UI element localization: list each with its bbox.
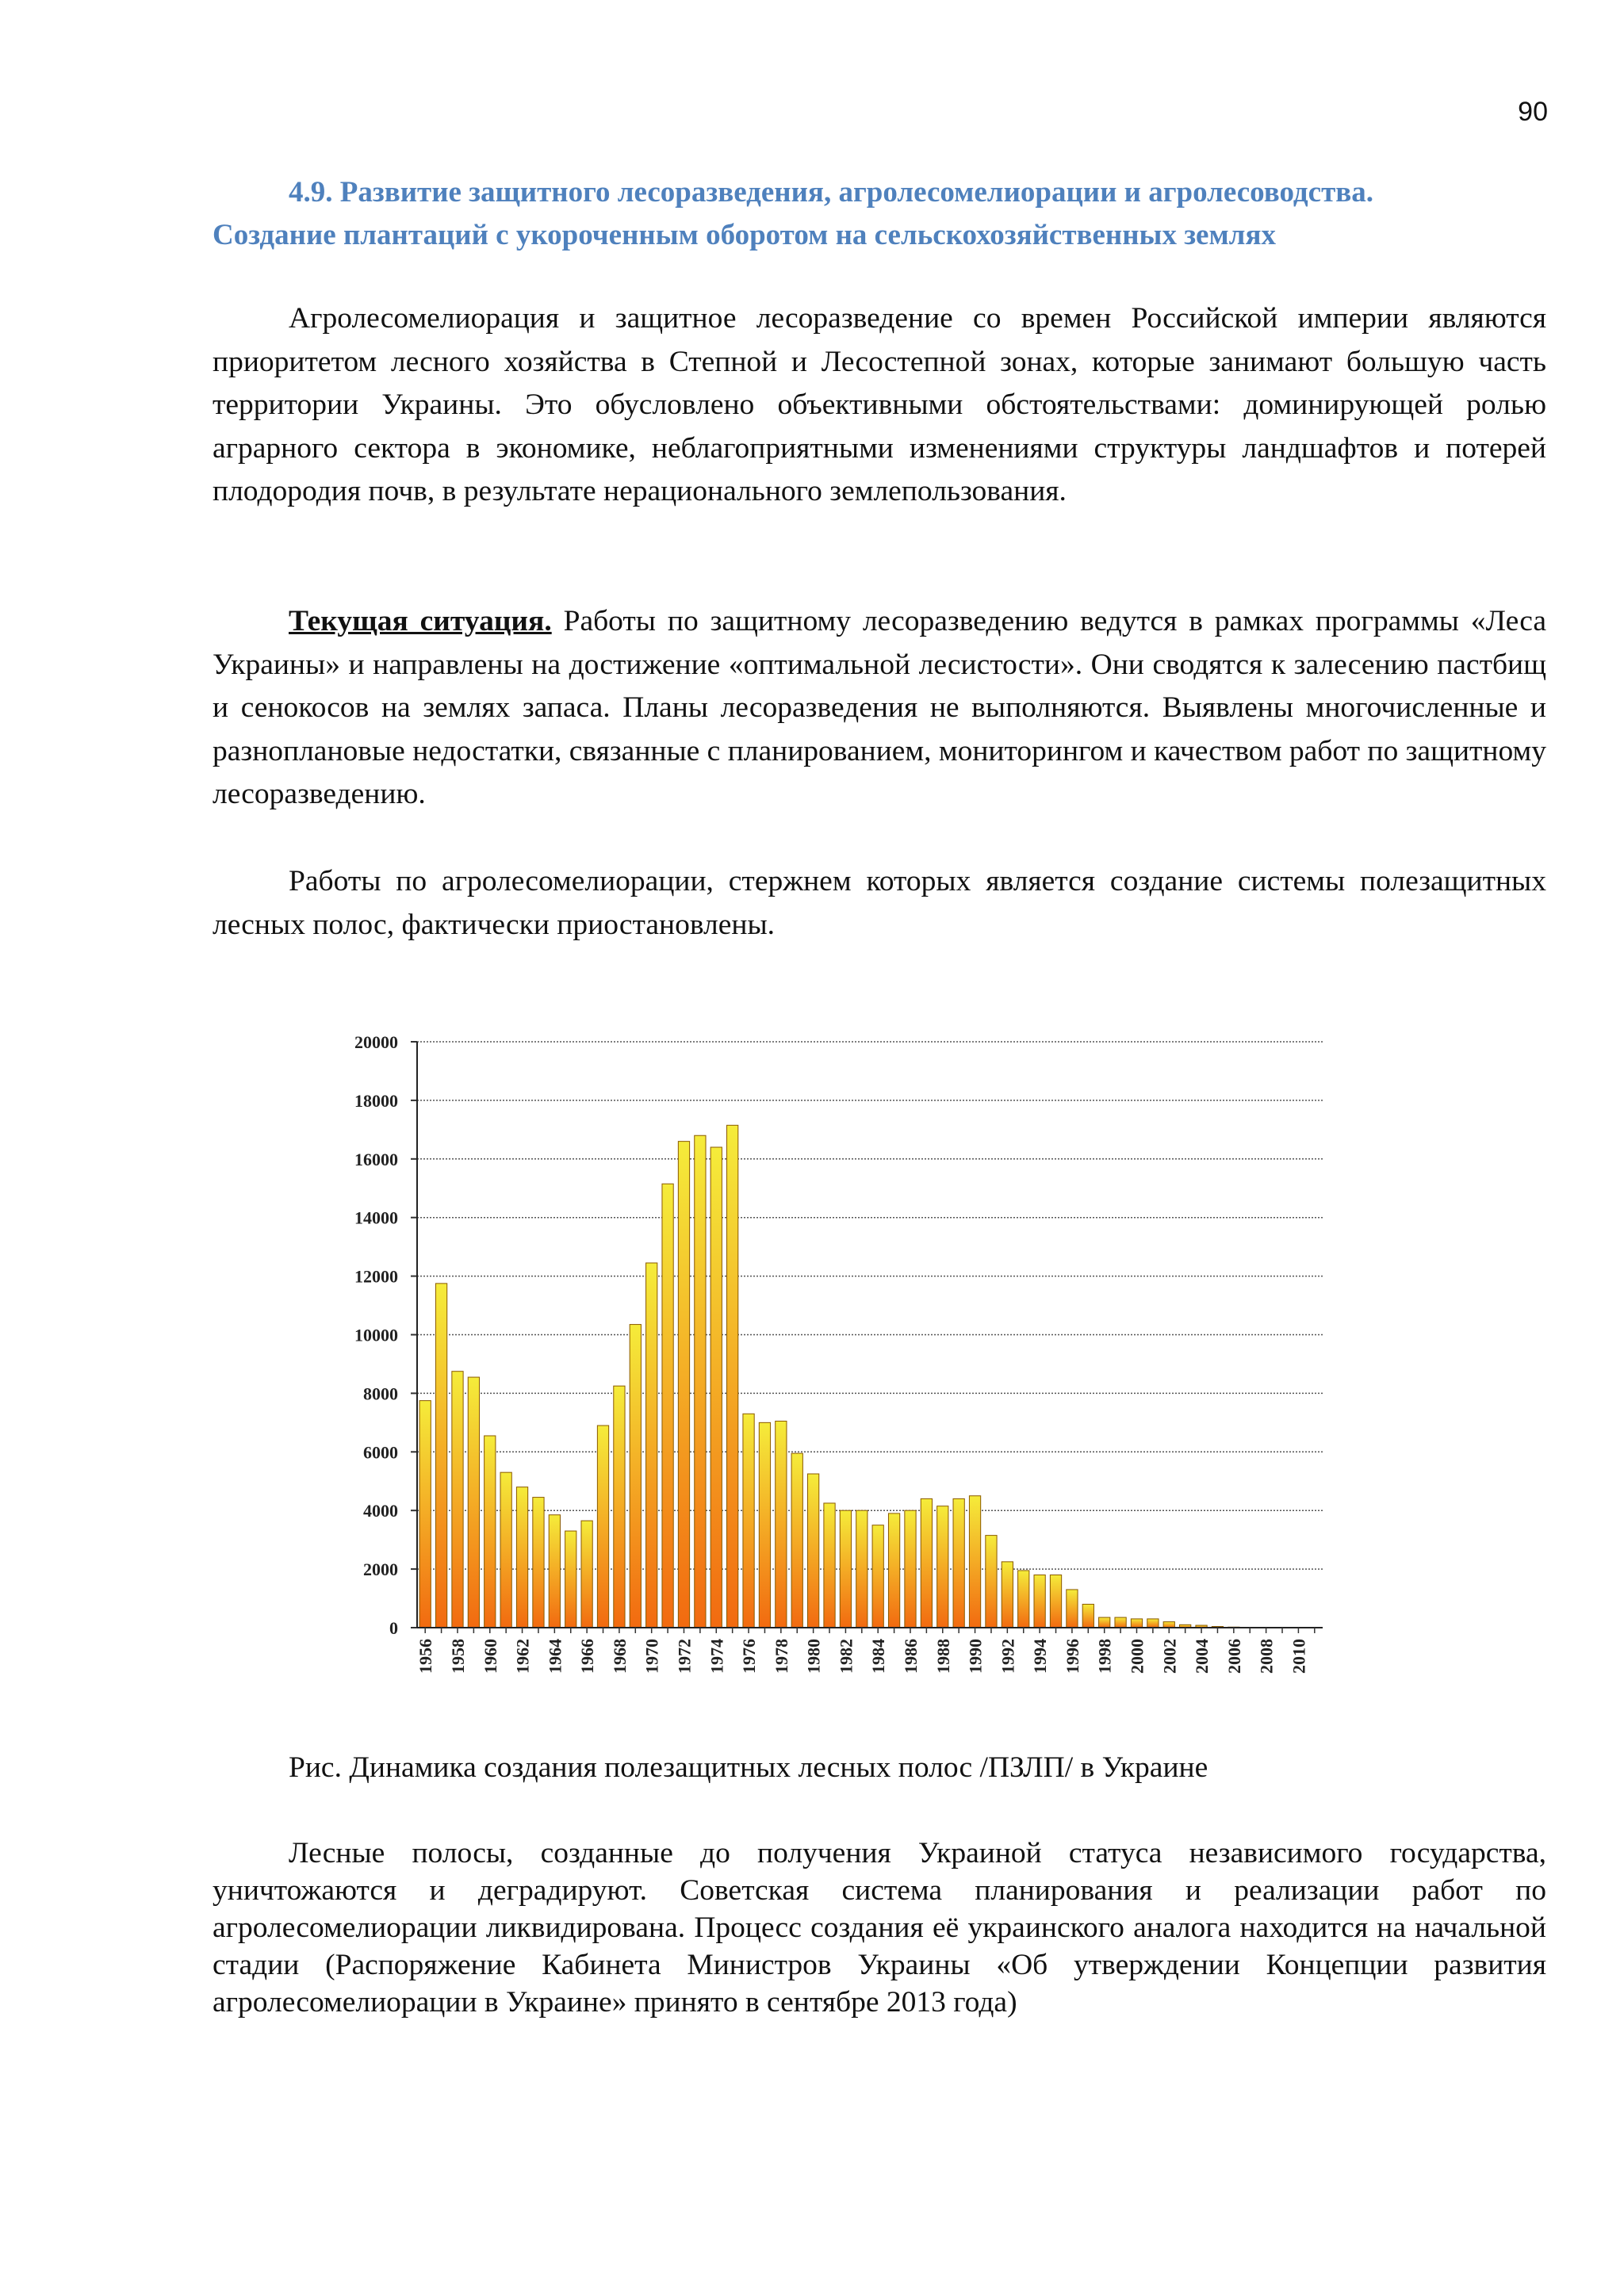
x-tick-label-2004: 2004 bbox=[1192, 1639, 1212, 1674]
x-tick-label-2008: 2008 bbox=[1256, 1639, 1277, 1674]
bar-1974 bbox=[710, 1147, 722, 1628]
bar-1996 bbox=[1067, 1590, 1078, 1628]
bar-1964 bbox=[549, 1515, 560, 1628]
x-tick-label-1974: 1974 bbox=[707, 1639, 727, 1674]
bar-1988 bbox=[937, 1506, 948, 1628]
bar-1956 bbox=[419, 1401, 431, 1628]
page-number: 90 bbox=[1518, 97, 1548, 127]
x-tick-label-1968: 1968 bbox=[609, 1639, 630, 1674]
x-tick-label-1978: 1978 bbox=[771, 1639, 791, 1674]
y-tick-label-20000: 20000 bbox=[354, 1032, 398, 1052]
bar-1990 bbox=[969, 1496, 980, 1628]
bar-2002 bbox=[1163, 1622, 1174, 1628]
x-tick-label-1958: 1958 bbox=[447, 1639, 468, 1674]
bar-1970 bbox=[646, 1263, 657, 1628]
bar-1966 bbox=[581, 1521, 592, 1628]
x-tick-label-2002: 2002 bbox=[1159, 1639, 1180, 1674]
y-tick-label-14000: 14000 bbox=[354, 1207, 398, 1228]
bar-1980 bbox=[807, 1474, 818, 1628]
x-tick-label-2000: 2000 bbox=[1127, 1639, 1147, 1674]
bar-1971 bbox=[662, 1184, 673, 1628]
bar-1997 bbox=[1082, 1604, 1094, 1628]
x-tick-label-1994: 1994 bbox=[1030, 1639, 1051, 1674]
bar-1960 bbox=[485, 1436, 496, 1628]
x-tick-label-1986: 1986 bbox=[900, 1639, 921, 1674]
bar-1999 bbox=[1115, 1617, 1126, 1628]
x-tick-label-1966: 1966 bbox=[577, 1639, 598, 1674]
y-tick-label-2000: 2000 bbox=[363, 1559, 398, 1580]
bar-1967 bbox=[597, 1425, 608, 1628]
bar-1961 bbox=[500, 1472, 511, 1628]
x-tick-label-2006: 2006 bbox=[1224, 1639, 1244, 1674]
figure-caption: Рис. Динамика создания полезащитных лесных полос /ПЗЛП/ в Украине bbox=[289, 1751, 1208, 1784]
x-tick-label-1982: 1982 bbox=[836, 1639, 856, 1674]
bar-1965 bbox=[565, 1531, 576, 1628]
x-tick-label-1998: 1998 bbox=[1094, 1639, 1115, 1674]
bar-1985 bbox=[888, 1513, 899, 1628]
y-tick-label-6000: 6000 bbox=[363, 1442, 398, 1463]
bar-2000 bbox=[1131, 1619, 1142, 1628]
y-tick-label-4000: 4000 bbox=[363, 1501, 398, 1521]
y-tick-label-10000: 10000 bbox=[354, 1325, 398, 1345]
bar-1962 bbox=[516, 1487, 527, 1628]
bar-1978 bbox=[776, 1422, 787, 1628]
y-tick-label-18000: 18000 bbox=[354, 1090, 398, 1111]
bar-1992 bbox=[1002, 1562, 1013, 1628]
bar-1995 bbox=[1050, 1575, 1061, 1628]
y-tick-label-8000: 8000 bbox=[363, 1383, 398, 1404]
bar-1981 bbox=[824, 1503, 835, 1628]
bar-1983 bbox=[856, 1510, 868, 1628]
chart-y-tick-labels bbox=[354, 1032, 398, 1638]
paragraph-shelterbelts-halted: Работы по агролесомелиорации, стержнем которых является создание системы полезащитных лесных полос, фактически приостановлены. bbox=[213, 865, 1546, 941]
y-tick-label-16000: 16000 bbox=[354, 1149, 398, 1169]
paragraph-agroforestry-intro: Агролесомелиорация и защитное лесоразведение со времен Российской империи являются приоритетом лесного хозяйства в Степной и Лесостепной зонах, которые занимают большую часть территории Украины. Это обусловлено объективными обстоятельствами: доминирующей ролью аграрного сектора в экономике, неблагоприятными изменениями структуры ландшафтов и потерей плодородия почв, в результате нерационального землепользования. bbox=[213, 302, 1546, 507]
section-heading-line-1: 4.9. Развитие защитного лесоразведения, агролесомелиорации и агролесоводства. bbox=[289, 176, 1373, 209]
x-tick-label-1984: 1984 bbox=[868, 1639, 889, 1674]
paragraph-independence-degradation: Лесные полосы, созданные до получения Украиной статуса независимого государства, уничтожаются и деградируют. Советская система планирования и реализации работ по агролесомелиорации ликвидирована. Процесс создания её украинского аналога находится на начальной стадии (Распоряжение Кабинета Министров Украины «Об утверждении Концепции развития агролесомелиорации в Украине» принято в сентябре 2013 года) bbox=[213, 1837, 1546, 2019]
chart-bars bbox=[419, 1125, 1272, 1628]
bar-1986 bbox=[905, 1510, 916, 1628]
bar-2001 bbox=[1147, 1619, 1159, 1628]
x-tick-label-1956: 1956 bbox=[416, 1639, 436, 1674]
x-tick-label-1992: 1992 bbox=[998, 1639, 1018, 1674]
x-tick-label-1976: 1976 bbox=[739, 1639, 760, 1674]
section-heading bbox=[213, 171, 1546, 257]
bar-1998 bbox=[1099, 1617, 1110, 1628]
x-tick-label-1960: 1960 bbox=[480, 1639, 500, 1674]
y-tick-label-12000: 12000 bbox=[354, 1266, 398, 1287]
bar-1979 bbox=[791, 1453, 802, 1628]
x-tick-label-1996: 1996 bbox=[1062, 1639, 1082, 1674]
y-tick-label-0: 0 bbox=[389, 1618, 398, 1638]
x-tick-label-1972: 1972 bbox=[674, 1639, 695, 1674]
bar-1975 bbox=[727, 1125, 738, 1628]
bar-1993 bbox=[1018, 1571, 1029, 1628]
bar-1976 bbox=[743, 1414, 754, 1628]
paragraph-current-situation bbox=[213, 600, 1546, 817]
bar-1972 bbox=[678, 1142, 689, 1628]
bar-1982 bbox=[840, 1510, 851, 1628]
bar-1963 bbox=[533, 1498, 544, 1628]
bar-1969 bbox=[630, 1325, 641, 1628]
x-tick-label-2010: 2010 bbox=[1289, 1639, 1309, 1674]
bar-1991 bbox=[986, 1536, 997, 1628]
x-tick-label-1988: 1988 bbox=[933, 1639, 953, 1674]
bar-1989 bbox=[953, 1498, 964, 1628]
section-heading-line-2: Создание плантаций с укороченным оборотом на сельскохозяйственных землях bbox=[213, 219, 1276, 251]
bar-1977 bbox=[759, 1422, 770, 1628]
x-tick-label-1964: 1964 bbox=[545, 1639, 565, 1674]
bar-1973 bbox=[695, 1135, 706, 1628]
bar-1984 bbox=[872, 1525, 883, 1628]
bar-1968 bbox=[614, 1386, 625, 1628]
bar-1958 bbox=[452, 1372, 463, 1628]
x-tick-label-1990: 1990 bbox=[965, 1639, 986, 1674]
shelterbelt-bar-chart bbox=[317, 1023, 1348, 1697]
current-situation-lead: Текущая ситуация. bbox=[289, 605, 552, 637]
chart-x-tick-labels bbox=[416, 1628, 1315, 1674]
bar-1987 bbox=[921, 1498, 932, 1628]
current-situation-text: Работы по защитному лесоразведению ведутся в рамках программы «Леса Украины» и направлены на достижение «оптимальной лесистости». Они сводятся к залесению пастбищ и сенокосов на землях запаса. Планы лесоразведения не выполняются. Выявлены многочисленные и разноплановые недостатки, связанные с планированием, мониторингом и качеством работ по защитному лесоразведению. bbox=[213, 605, 1546, 810]
x-tick-label-1980: 1980 bbox=[803, 1639, 824, 1674]
bar-1959 bbox=[468, 1377, 479, 1628]
bar-1957 bbox=[435, 1284, 446, 1628]
x-tick-label-1970: 1970 bbox=[642, 1639, 662, 1674]
bar-1994 bbox=[1034, 1575, 1045, 1628]
x-tick-label-1962: 1962 bbox=[512, 1639, 533, 1674]
